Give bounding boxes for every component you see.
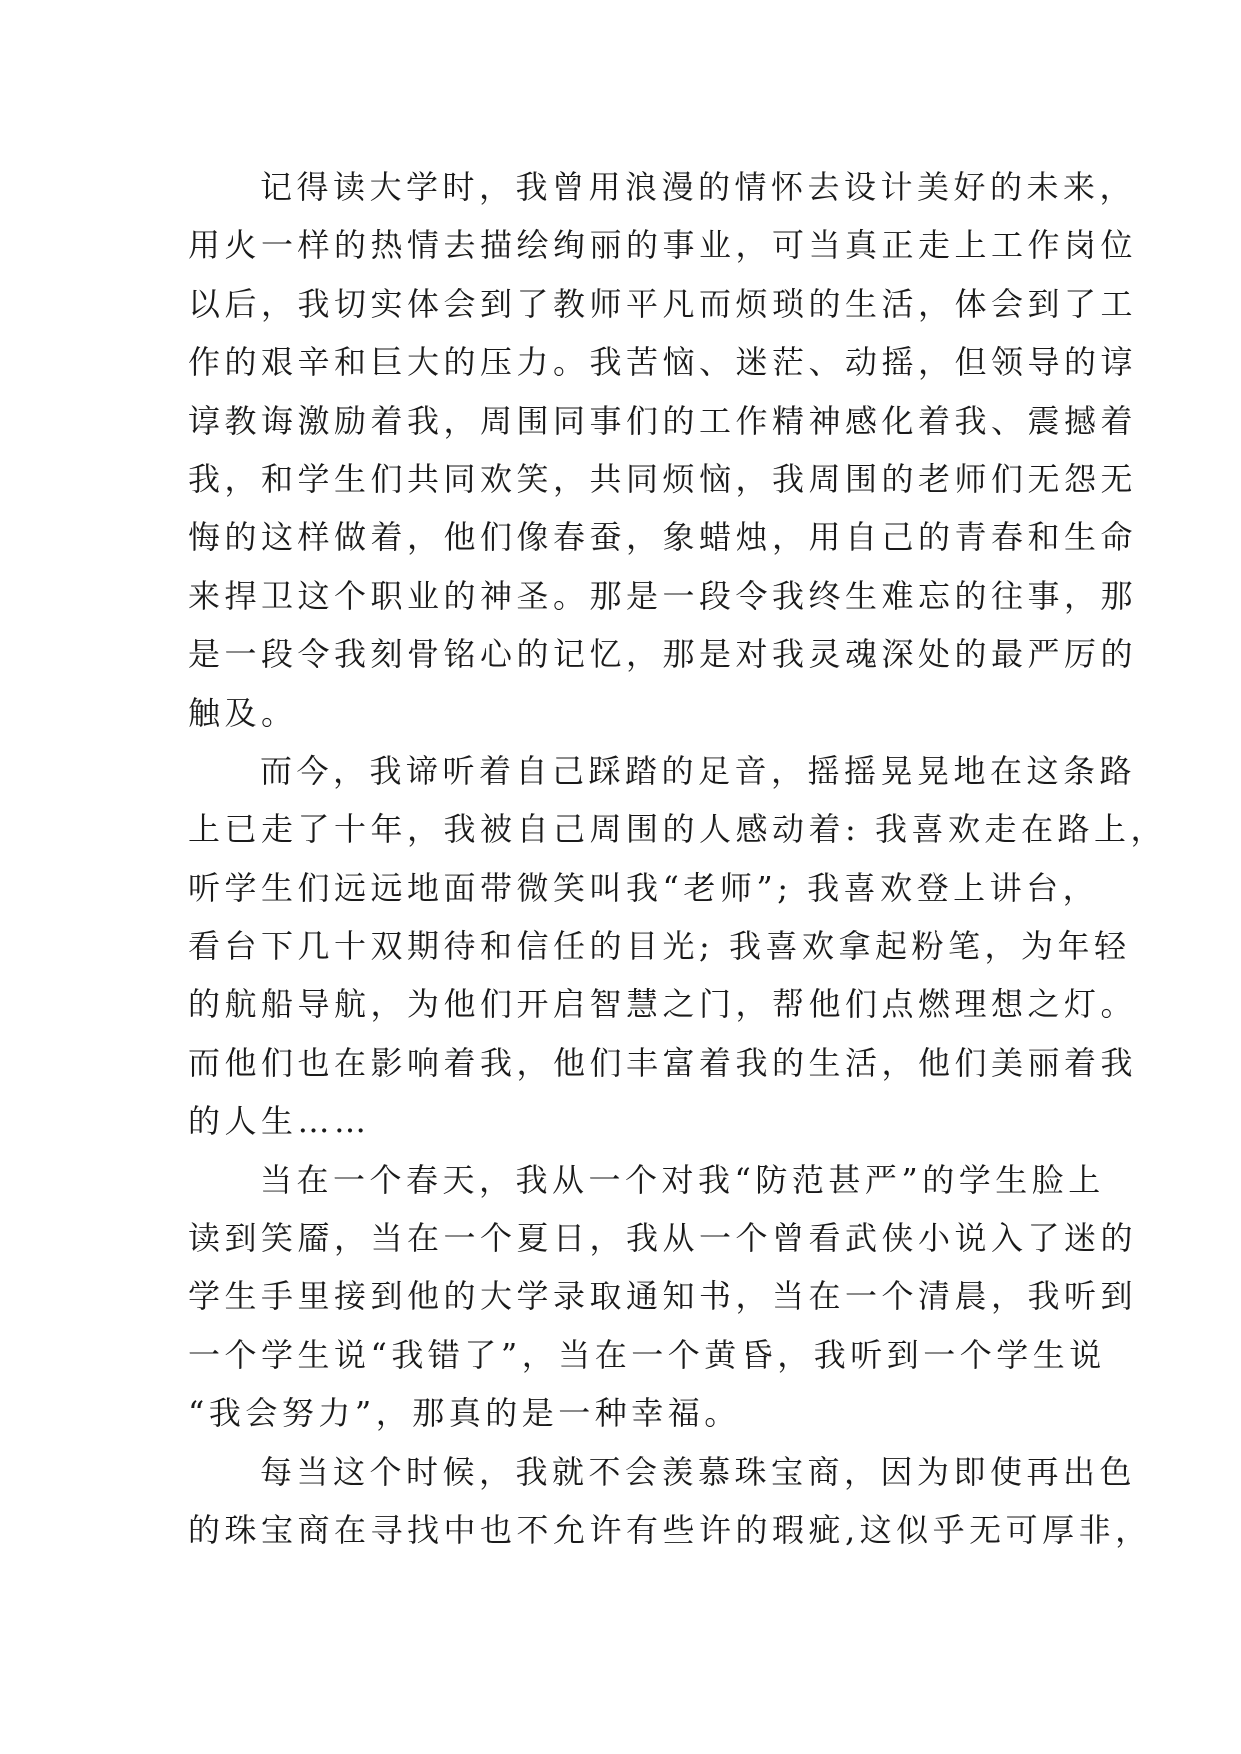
text-line: 听学生们远远地面带微笑叫我“老师”; 我喜欢登上讲台，	[188, 868, 1100, 907]
text-line: 的人生……	[188, 1102, 371, 1141]
text-line: 而今，我谛听着自己踩踏的足音，摇摇晃晃地在这条路	[260, 751, 1137, 790]
paragraph-4	[188, 1443, 1152, 1560]
paragraph-2	[188, 742, 1167, 1151]
text-line: 来捍卫这个职业的神圣。那是一段令我终生难忘的往事，那	[188, 576, 1138, 615]
paragraph-3	[188, 1151, 1138, 1443]
text-line: 谆教诲激励着我，周围同事们的工作精神感化着我、震撼着	[188, 401, 1138, 440]
text-line: “我会努力”，那真的是一种幸福。	[188, 1394, 741, 1433]
text-line: 用火一样的热情去描绘绚丽的事业，可当真正走上工作岗位	[188, 226, 1138, 265]
text-line: 的珠宝商在寻找中也不允许有些许的瑕疵,这似乎无可厚非，	[188, 1510, 1152, 1549]
text-line: 是一段令我刻骨铭心的记忆，那是对我灵魂深处的最严厉的	[188, 635, 1138, 674]
text-line: 记得读大学时，我曾用浪漫的情怀去设计美好的未来，	[260, 168, 1137, 206]
text-line: 以后，我切实体会到了教师平凡而烦琐的生活，体会到了工	[188, 284, 1138, 323]
text-line: 我，和学生们共同欢笑，共同烦恼，我周围的老师们无怨无	[188, 459, 1138, 498]
text-line: 悔的这样做着，他们像春蚕，象蜡烛，用自己的青春和生命	[188, 518, 1138, 557]
text-line: 读到笑靥，当在一个夏日，我从一个曾看武侠小说入了迷的	[188, 1219, 1138, 1258]
text-line: 而他们也在影响着我，他们丰富着我的生活，他们美丽着我	[188, 1043, 1138, 1082]
text-line: 学生手里接到他的大学录取通知书，当在一个清晨，我听到	[188, 1277, 1138, 1316]
text-line: 的航船导航，为他们开启智慧之门，帮他们点燃理想之灯。	[188, 985, 1138, 1024]
text-line: 当在一个春天，我从一个对我“防范甚严”的学生脸上	[260, 1160, 1105, 1199]
text-line: 一个学生说“我错了”，当在一个黄昏，我听到一个学生说	[188, 1335, 1106, 1374]
text-line: 作的艰辛和巨大的压力。我苦恼、迷茫、动摇，但领导的谆	[188, 343, 1138, 382]
text-line: 上已走了十年，我被自己周围的人感动着: 我喜欢走在路上，	[188, 810, 1167, 849]
document-body	[188, 158, 1167, 1559]
text-line: 每当这个时候，我就不会羡慕珠宝商，因为即使再出色	[260, 1452, 1137, 1491]
text-line: 看台下几十双期待和信任的目光; 我喜欢拿起粉笔，为年轻	[188, 927, 1131, 966]
text-line: 触及。	[188, 693, 298, 732]
paragraph-1	[188, 158, 1138, 742]
